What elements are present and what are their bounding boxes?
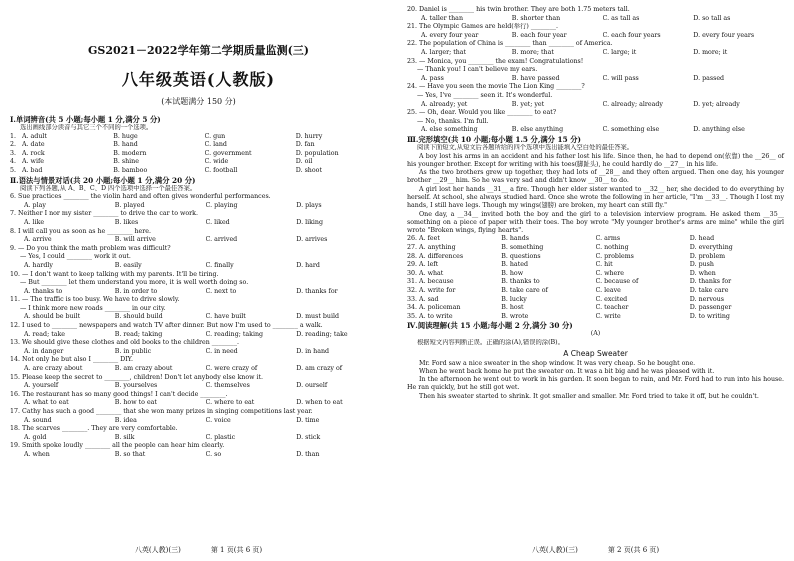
option: 26. A. feet bbox=[407, 235, 440, 243]
option-row bbox=[10, 288, 387, 297]
option: B. take care of bbox=[501, 287, 548, 295]
story-paragraph: When he went back home he put the sweater on. It was a bit big and he was pleased with it. bbox=[419, 367, 715, 375]
option: A. read; take bbox=[24, 330, 66, 338]
option: C. themselves bbox=[205, 382, 250, 390]
question-text: 24. — Have you seen the movie The Lion King ________? bbox=[407, 83, 585, 91]
question-text: 13. We should give these clothes and old books to the children ________. bbox=[10, 339, 239, 347]
option: B. silk bbox=[114, 433, 135, 441]
section-2-title: Ⅱ.语法与情景对话(共 20 小题;每小题 1 分,满分 20 分) bbox=[10, 175, 196, 185]
option-row bbox=[10, 219, 387, 228]
option: A. adult bbox=[22, 132, 47, 140]
option: D. must build bbox=[296, 313, 340, 321]
option: D. plays bbox=[296, 201, 322, 209]
cloze-option-row bbox=[407, 313, 784, 322]
section-2-instruction: 阅读下列各题,从 A、B、C、D 四个选项中选择一个最佳答案。 bbox=[20, 184, 197, 192]
option: B. else anything bbox=[511, 126, 564, 134]
option-row bbox=[10, 417, 387, 426]
option-row bbox=[407, 49, 784, 58]
option: C. next to bbox=[205, 287, 237, 295]
question-reply: — No, thanks. I'm full. bbox=[417, 117, 489, 125]
cloze-option-row bbox=[407, 287, 784, 296]
story-paragraph: Then his sweater started to shrink. It got smaller and smaller. Mr. Ford tried to take it off, but he couldn't. bbox=[419, 392, 759, 400]
option: B. read; taking bbox=[114, 330, 163, 338]
option: B. hated bbox=[501, 261, 528, 269]
section-1-instruction: 选出画线部分读音与其它三个不同的一个选项。 bbox=[20, 124, 153, 131]
option: A. thanks to bbox=[24, 287, 63, 295]
option: C. government bbox=[204, 149, 252, 157]
item-number: 1. bbox=[10, 132, 17, 140]
question-text: 17. Cathy has such a good ________ that she won many prizes in singing competitions last year. bbox=[10, 408, 313, 415]
phonics-item bbox=[10, 133, 387, 142]
option: D. nervous bbox=[689, 295, 725, 303]
option-row bbox=[10, 313, 387, 322]
option: A. play bbox=[24, 201, 46, 209]
footer-page-number: 第 2 页(共 6 页) bbox=[607, 546, 660, 554]
option: A. pass bbox=[421, 74, 444, 82]
question-text: 22. The population of China is ________ than ________ of America. bbox=[407, 40, 613, 48]
section-a-label: (A) bbox=[590, 330, 601, 338]
option-row bbox=[10, 365, 387, 374]
option: A. else something bbox=[421, 126, 478, 134]
option: B. shorter than bbox=[511, 14, 561, 22]
cloze-option-row bbox=[407, 244, 784, 253]
exam-page-2 bbox=[397, 0, 794, 561]
option: D. push bbox=[689, 261, 714, 269]
question-text: 21. The Olympic Games are held(举行) ________. bbox=[407, 23, 559, 31]
grammar-items-continued bbox=[407, 6, 784, 135]
option: C. large; it bbox=[602, 48, 637, 56]
option: 33. A. sad bbox=[407, 295, 439, 303]
option: D. am crazy of bbox=[296, 365, 343, 373]
option: D. passed bbox=[693, 74, 725, 82]
option: D. take care bbox=[689, 287, 729, 295]
option: B. likes bbox=[114, 218, 139, 226]
option: A. arrive bbox=[24, 236, 52, 244]
question-text: 9. — Do you think the math problem was difficult? bbox=[10, 244, 171, 252]
option: A. sound bbox=[24, 416, 52, 424]
question-reply: — Yes, I could ________ work it out. bbox=[20, 253, 131, 261]
option: C. playing bbox=[205, 201, 238, 209]
question-text: 16. The restaurant has so many good things! I can't decide ________. bbox=[10, 390, 228, 398]
question-text: 20. Daniel is ________ his twin brother. They are both 1.75 meters tall. bbox=[407, 6, 630, 13]
option: C. liked bbox=[205, 218, 230, 226]
option: B. something bbox=[501, 244, 544, 252]
option: D. head bbox=[689, 235, 715, 243]
option: A. rock bbox=[22, 149, 45, 157]
option: C. something else bbox=[602, 126, 660, 134]
option: D. yet; already bbox=[693, 100, 740, 108]
option-row bbox=[10, 348, 387, 357]
section-1-title: Ⅰ.单词辨音(共 5 小题;每小题 1 分,满分 5 分) bbox=[10, 115, 161, 124]
option-row bbox=[10, 382, 387, 391]
option: D. when to eat bbox=[296, 399, 343, 407]
option: C. arrived bbox=[205, 236, 238, 244]
item-number: 5. bbox=[10, 166, 17, 174]
cloze-paragraph: A girl lost her hands __31__ a fire. Though her elder sister wanted to __32__ her, she decided to do everything by herself. At school, she always studied hard. Once she wrote the following in her article, "I'm __33__. Though I lost my hands, I still have legs. Though my wings(翅膀) are broken, my heart can still fly." bbox=[407, 185, 784, 210]
option: B. each four year bbox=[511, 31, 567, 39]
option: D. to writing bbox=[689, 312, 730, 320]
option: D. thanks for bbox=[296, 287, 338, 295]
option: C. reading; taking bbox=[205, 330, 264, 338]
phonics-item bbox=[10, 150, 387, 159]
option: C. will pass bbox=[602, 74, 639, 82]
option: B. yourselves bbox=[114, 382, 158, 390]
option: A. larger; that bbox=[421, 48, 467, 56]
option: C. so bbox=[205, 450, 222, 458]
question-text: 7. Neither I nor my sister ________ to drive the car to work. bbox=[10, 210, 198, 218]
option-row bbox=[407, 101, 784, 110]
item-number: 2. bbox=[10, 141, 17, 149]
question-reply: — Thank you! I can't believe my ears. bbox=[417, 66, 538, 74]
option: B. in public bbox=[114, 347, 152, 355]
option: B. hands bbox=[501, 235, 530, 243]
option: C. wide bbox=[204, 158, 229, 166]
option-row bbox=[407, 15, 784, 24]
question-text: 15. Please keep the secret to ________, children! Don't let anybody else know it. bbox=[10, 373, 264, 381]
option-row bbox=[10, 399, 387, 408]
option: C. gun bbox=[204, 132, 226, 140]
option: B. huge bbox=[113, 132, 138, 140]
question-reply: — Yes, I've ________ seen it. It's wonderful. bbox=[417, 91, 553, 99]
cloze-paragraph: As the two brothers grew up together, they had lots of __28__ and they often argued. Then one day, his younger brother __29__ him. So he was very sad and didn't know __30__ to do. bbox=[407, 169, 784, 185]
option: B. so that bbox=[114, 450, 146, 458]
option: B. hand bbox=[113, 141, 138, 149]
question-text: 10. — I don't want to keep talking with my parents. It'll be tiring. bbox=[10, 270, 219, 278]
phonics-item bbox=[10, 167, 387, 176]
option: B. shine bbox=[113, 158, 139, 166]
option: D. in hand bbox=[296, 347, 330, 355]
item-number: 4. bbox=[10, 158, 17, 166]
option: A. yourself bbox=[24, 382, 59, 390]
question-text: 19. Smith spoke loudly ________ all the people can hear him clearly. bbox=[10, 442, 225, 450]
option: C. voice bbox=[205, 416, 231, 424]
phonics-item bbox=[10, 158, 387, 167]
option: C. in need bbox=[205, 347, 238, 355]
option: D. time bbox=[296, 416, 320, 424]
option-row bbox=[10, 451, 387, 460]
option: C. football bbox=[204, 166, 238, 174]
option-row bbox=[407, 32, 784, 41]
cloze-option-row bbox=[407, 270, 784, 279]
exam-title: GS2021－2022学年第二学期质量监测(三) bbox=[88, 44, 309, 57]
exam-score-note: (本试题满分 150 分) bbox=[161, 97, 236, 106]
option: C. already; already bbox=[602, 100, 663, 108]
option: C. teacher bbox=[595, 304, 629, 312]
option: C. hit bbox=[595, 261, 613, 269]
option: D. when bbox=[689, 269, 716, 277]
option: B. how bbox=[501, 269, 524, 277]
option: D. anything else bbox=[693, 126, 745, 134]
cloze-options bbox=[407, 235, 784, 321]
question-text: 25. — Oh, dear. Would you like ________ to eat? bbox=[407, 109, 557, 117]
cloze-option-row bbox=[407, 235, 784, 244]
option: C. because of bbox=[595, 278, 639, 286]
page-2-footer bbox=[397, 545, 794, 555]
option: A. taller than bbox=[421, 14, 463, 22]
footer-exam-code: 八英(人教)(三) bbox=[134, 546, 181, 554]
option-row bbox=[10, 331, 387, 340]
question-text: 14. Not only he but also I ________ DIY. bbox=[10, 356, 134, 364]
option: D. ourself bbox=[296, 382, 328, 390]
option: C. finally bbox=[205, 261, 234, 269]
option: A. when bbox=[24, 450, 50, 458]
option: D. so tall as bbox=[693, 14, 731, 22]
option: B. bamboo bbox=[113, 166, 148, 174]
section-2-items bbox=[10, 193, 387, 459]
option: D. hard bbox=[296, 261, 320, 269]
option: D. stick bbox=[296, 433, 321, 441]
option: B. questions bbox=[501, 252, 541, 260]
option-row bbox=[407, 75, 784, 84]
option: C. problems bbox=[595, 252, 634, 260]
option: D. more; it bbox=[693, 48, 728, 56]
option: C. each four years bbox=[602, 31, 661, 39]
option: 29. A. left bbox=[407, 261, 439, 269]
option: D. fan bbox=[295, 141, 315, 149]
option: D. population bbox=[295, 149, 339, 157]
option: C. as tall as bbox=[602, 14, 640, 22]
option-row bbox=[10, 202, 387, 211]
cloze-passage bbox=[407, 153, 784, 236]
question-text: 18. The scarves ________. They are very comfortable. bbox=[10, 425, 178, 433]
option: C. arms bbox=[595, 235, 621, 243]
option: A. date bbox=[22, 141, 45, 149]
page-1-footer bbox=[0, 545, 397, 555]
cloze-option-row bbox=[407, 261, 784, 270]
option: A. should be built bbox=[24, 313, 81, 321]
cloze-option-row bbox=[407, 253, 784, 262]
option: C. excited bbox=[595, 295, 628, 303]
option: B. lucky bbox=[501, 295, 527, 303]
section-3-instruction: 阅读下面短文,从短文后各题所给的四个选项中选出能填入空白处的最佳答案。 bbox=[417, 143, 634, 151]
option: B. host bbox=[501, 304, 524, 312]
footer-page-number: 第 1 页(共 6 页) bbox=[210, 546, 263, 554]
option: C. where to eat bbox=[205, 399, 255, 407]
option: B. should build bbox=[114, 313, 163, 321]
option: B. modern bbox=[113, 149, 147, 157]
option: A. hardly bbox=[24, 261, 53, 269]
story-paragraph: In the afternoon he went out to work in his garden. It soon began to rain, and Mr. Ford had to run into his house. He ran quickly, but he still got wet. bbox=[407, 376, 784, 392]
option: A. are crazy about bbox=[24, 365, 83, 373]
option: D. hurry bbox=[295, 132, 323, 140]
question-text: 6. Sue practices ________ the violin hard and often gives wonderful performances. bbox=[10, 193, 271, 201]
option: D. everything bbox=[689, 244, 733, 252]
option: B. played bbox=[114, 201, 145, 209]
option: C. write bbox=[595, 312, 621, 320]
option: C. nothing bbox=[595, 244, 629, 252]
option: B. have passed bbox=[511, 74, 560, 82]
question-text: 8. I will call you as soon as he ________ here. bbox=[10, 227, 151, 235]
section-4-instruction: 根据短文内容判断正误。正确的涂(A),错误的涂(B)。 bbox=[417, 339, 564, 346]
exam-subject: 八年级英语(人教版) bbox=[121, 70, 276, 89]
option: D. thanks for bbox=[689, 278, 732, 286]
story-passage bbox=[407, 360, 784, 401]
cloze-option-row bbox=[407, 296, 784, 305]
option: 30. A. what bbox=[407, 269, 444, 277]
option: 31. A. because bbox=[407, 278, 454, 286]
option: A. in danger bbox=[24, 347, 64, 355]
question-text: 12. I used to ________ newspapers and watch TV after dinner. But now I'm used to ________ a walk. bbox=[10, 322, 323, 330]
option: 35. A. to write bbox=[407, 312, 453, 320]
section-3-title: Ⅲ.完形填空(共 10 小题;每小题 1.5 分,满分 15 分) bbox=[407, 134, 581, 144]
option: B. more; that bbox=[511, 48, 554, 56]
option: 32. A. write for bbox=[407, 287, 456, 295]
section-4-title: Ⅳ.阅读理解(共 15 小题;每小题 2 分,满分 30 分) bbox=[407, 321, 573, 331]
question-text: 23. — Monica, you ________ the exam! Congratulations! bbox=[407, 57, 584, 65]
phonics-item bbox=[10, 141, 387, 150]
cloze-option-row bbox=[407, 278, 784, 287]
option: D. problem bbox=[689, 252, 726, 260]
footer-exam-code: 八英(人教)(三) bbox=[531, 546, 578, 554]
option: D. arrives bbox=[296, 236, 328, 244]
option: A. already; yet bbox=[421, 100, 468, 108]
question-text: 11. — The traffic is too busy. We have to drive slowly. bbox=[10, 296, 180, 304]
cloze-option-row bbox=[407, 304, 784, 313]
option: A. every four year bbox=[421, 31, 479, 39]
section-1-items bbox=[10, 133, 387, 176]
question-reply: — I think more new roads ________ in our city. bbox=[20, 304, 166, 312]
option: A. gold bbox=[24, 433, 47, 441]
option: D. every four years bbox=[693, 31, 755, 39]
option: B. will arrive bbox=[114, 236, 156, 244]
option: D. than bbox=[296, 450, 320, 458]
option: B. easily bbox=[114, 261, 142, 269]
option: C. have built bbox=[205, 313, 246, 321]
option: C. land bbox=[204, 141, 227, 149]
option: B. thanks to bbox=[501, 278, 540, 286]
question-reply: — But ________ let them understand you more, it is well worth doing so. bbox=[20, 279, 249, 287]
option: 34. A. policeman bbox=[407, 304, 461, 312]
option: D. reading; take bbox=[296, 330, 348, 338]
option: A. bad bbox=[22, 166, 43, 174]
story-paragraph: Mr. Ford saw a nice sweater in the shop window. It was very cheap. So he bought one. bbox=[419, 359, 696, 367]
option: D. liking bbox=[296, 218, 324, 226]
option: D. passenger bbox=[689, 304, 732, 312]
option-row bbox=[407, 126, 784, 135]
cloze-paragraph: One day, a __34__ invited both the boy and the girl to a television interview program. He asked them __35__ something on a piece of paper with their toes. The boy wrote "My younger brother's arms are mine" while the girl wrote "Broken wings, flying hearts". bbox=[407, 210, 784, 235]
option-row bbox=[10, 434, 387, 443]
option: B. wrote bbox=[501, 312, 529, 320]
option: B. in order to bbox=[114, 287, 158, 295]
option: B. yet; yet bbox=[511, 100, 545, 108]
option-row bbox=[10, 262, 387, 271]
option: A. wife bbox=[22, 158, 45, 166]
cloze-paragraph: A boy lost his arms in an accident and his father lost his life. Since then, he had to depend on(依靠) the __26__ of his younger brother. Except for writing with his toes(脚趾头), he could hardly do __27__ in his life. bbox=[407, 152, 784, 168]
option: B. am crazy about bbox=[114, 365, 173, 373]
option: 28. A. differences bbox=[407, 252, 464, 260]
option: A. like bbox=[24, 218, 45, 226]
item-number: 3. bbox=[10, 149, 17, 157]
option: C. where bbox=[595, 269, 625, 277]
option: D. oil bbox=[295, 158, 313, 166]
option: C. were crazy of bbox=[205, 365, 258, 373]
option: B. how to eat bbox=[114, 399, 157, 407]
option-row bbox=[10, 236, 387, 245]
story-title: A Cheap Sweater bbox=[563, 348, 628, 358]
option: D. shoot bbox=[295, 166, 322, 174]
option: B. idea bbox=[114, 416, 137, 424]
option: C. plastic bbox=[205, 433, 236, 441]
option: 27. A. anything bbox=[407, 244, 456, 252]
option: C. leave bbox=[595, 287, 621, 295]
option: A. what to eat bbox=[24, 399, 69, 407]
